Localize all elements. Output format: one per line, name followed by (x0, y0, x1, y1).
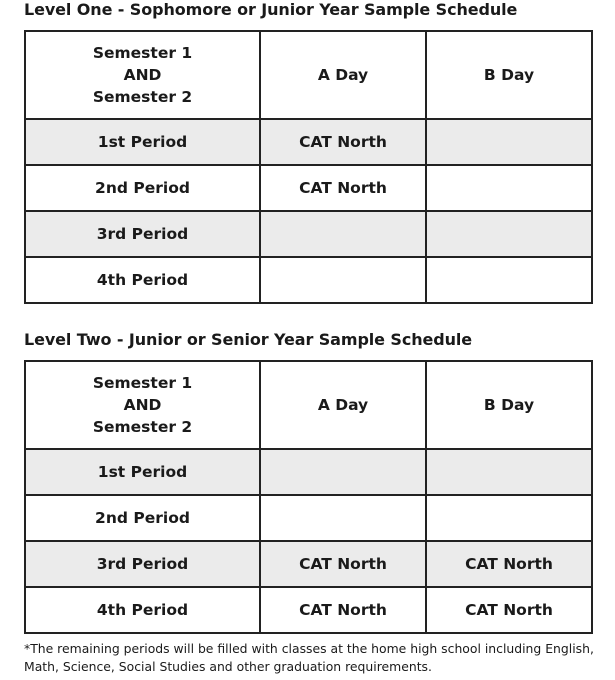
header-semester (25, 31, 260, 119)
footnote (24, 640, 604, 676)
b-day-cell: CAT North (426, 541, 592, 587)
level-two-schedule-table (24, 360, 593, 634)
header-semester-line: Semester 1 (92, 44, 193, 62)
period-cell: 3rd Period (25, 541, 260, 587)
period-cell: 3rd Period (25, 211, 260, 257)
period-cell: 1st Period (25, 119, 260, 165)
a-day-cell: CAT North (260, 119, 426, 165)
header-semester-line: Semester 2 (92, 418, 193, 436)
a-day-cell: CAT North (260, 587, 426, 633)
level-one-schedule-table (24, 30, 593, 304)
header-semester-line: AND (123, 66, 162, 84)
header-a-day: A Day (260, 361, 426, 449)
footnote-line: Math, Science, Social Studies and other graduation requirements. (24, 659, 432, 674)
header-semester-line: Semester 1 (92, 374, 193, 392)
period-cell: 2nd Period (25, 495, 260, 541)
period-cell: 4th Period (25, 257, 260, 303)
table-header-row (25, 361, 592, 449)
footnote-line: *The remaining periods will be filled with classes at the home high school including English, (24, 641, 594, 656)
table-row (25, 495, 592, 541)
b-day-cell (426, 119, 592, 165)
a-day-cell (260, 211, 426, 257)
b-day-cell (426, 165, 592, 211)
period-cell: 4th Period (25, 587, 260, 633)
b-day-cell (426, 257, 592, 303)
a-day-cell: CAT North (260, 165, 426, 211)
header-a-day: A Day (260, 31, 426, 119)
table-row (25, 541, 592, 587)
level-one-title: Level One - Sophomore or Junior Year Sample Schedule (24, 0, 518, 19)
header-semester (25, 361, 260, 449)
header-b-day: B Day (426, 31, 592, 119)
header-b-day: B Day (426, 361, 592, 449)
period-cell: 2nd Period (25, 165, 260, 211)
table-row (25, 587, 592, 633)
header-semester-line: AND (123, 396, 162, 414)
a-day-cell (260, 449, 426, 495)
table-row (25, 119, 592, 165)
table-row (25, 211, 592, 257)
a-day-cell (260, 495, 426, 541)
b-day-cell (426, 495, 592, 541)
header-semester-line: Semester 2 (92, 88, 193, 106)
b-day-cell (426, 211, 592, 257)
b-day-cell (426, 449, 592, 495)
period-cell: 1st Period (25, 449, 260, 495)
table-row (25, 257, 592, 303)
level-two-title: Level Two - Junior or Senior Year Sample Schedule (24, 330, 473, 349)
table-row (25, 165, 592, 211)
a-day-cell: CAT North (260, 541, 426, 587)
table-header-row (25, 31, 592, 119)
b-day-cell: CAT North (426, 587, 592, 633)
table-row (25, 449, 592, 495)
a-day-cell (260, 257, 426, 303)
